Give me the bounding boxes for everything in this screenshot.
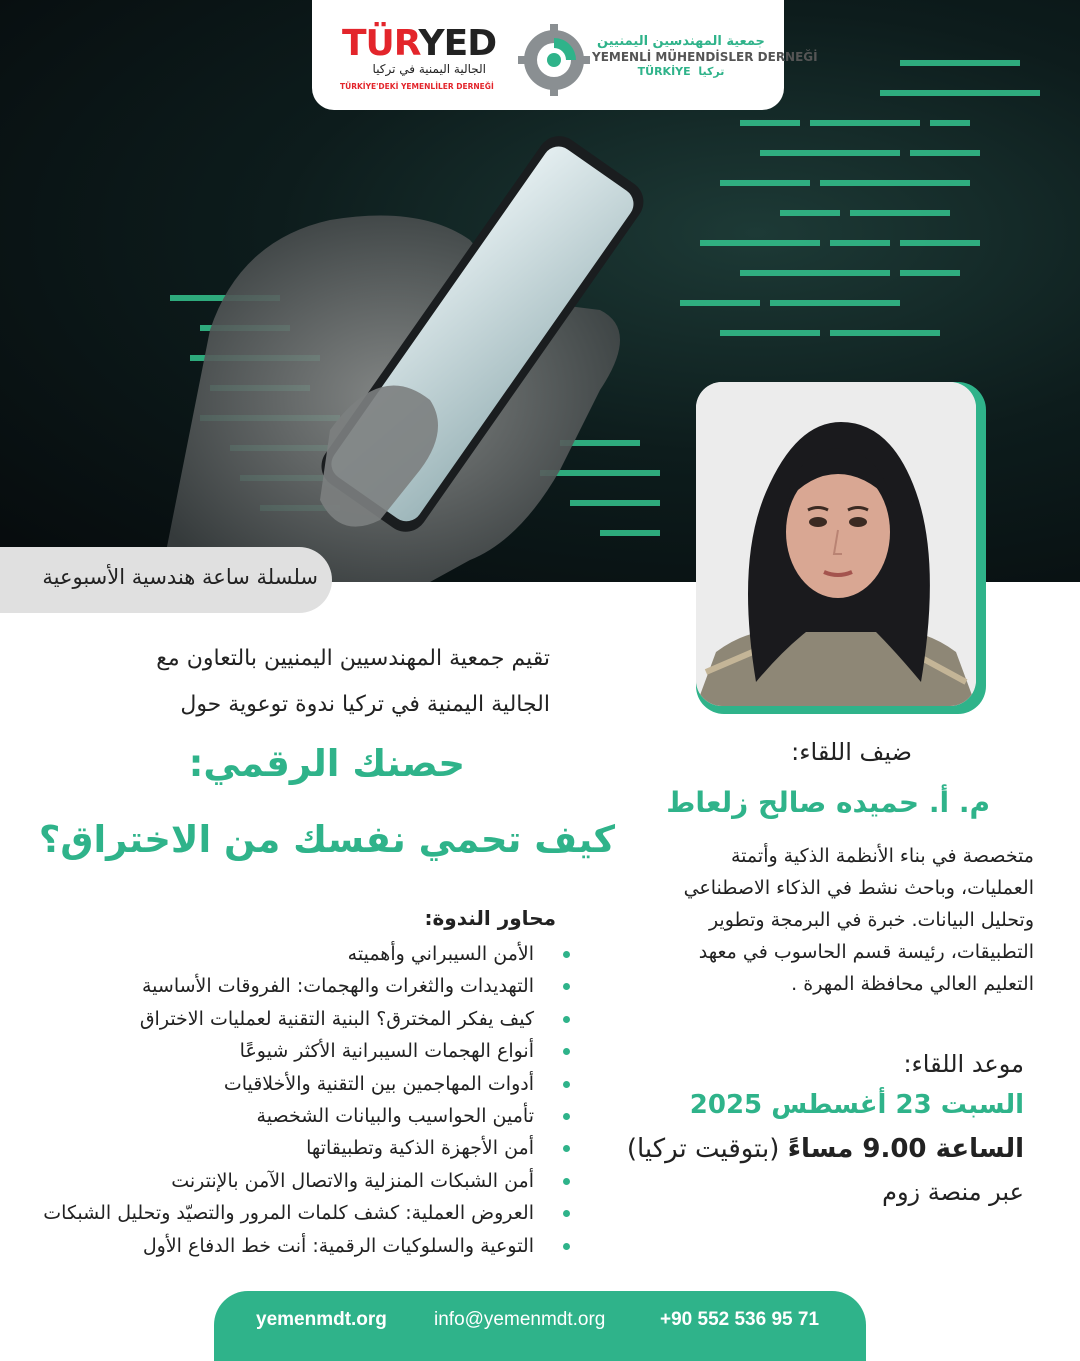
guest-heading: ضيف اللقاء: [791, 738, 912, 766]
ymd-country-tr: TÜRKİYE [637, 65, 691, 78]
list-item [20, 938, 556, 970]
event-time-bold: الساعة 9.00 مساءً [787, 1134, 1024, 1164]
list-item [20, 1035, 556, 1067]
bullet-dot [563, 951, 570, 958]
ymd-country [592, 65, 770, 78]
contact-footer [214, 1291, 866, 1361]
intro-line-1: تقيم جمعية المهندسيين اليمنيين بالتعاون مع [156, 646, 550, 671]
bullet-dot [563, 1243, 570, 1250]
series-badge [0, 547, 332, 613]
email-link[interactable]: info@yemenmdt.org [434, 1309, 606, 1330]
axes-item-text: أمن الشبكات المنزلية والاتصال الآمن بالإنترنت [171, 1169, 534, 1192]
schedule-heading: موعد اللقاء: [903, 1050, 1024, 1078]
guest-bio [640, 840, 1034, 1000]
seminar-title-line-2: كيف تحمي نفسك من الاختراق؟ [38, 818, 615, 861]
axes-item-text: تأمين الحواسيب والبيانات الشخصية [256, 1104, 534, 1127]
list-item [20, 1100, 556, 1132]
bullet-dot [563, 1048, 570, 1055]
list-item [20, 1003, 556, 1035]
phone-link[interactable]: +90 552 536 95 71 [660, 1309, 820, 1330]
turyed-mark-red: TÜR [342, 23, 419, 64]
bullet-dot [563, 1016, 570, 1023]
axes-heading: محاور الندوة: [424, 906, 556, 930]
turyed-arabic-name: الجالية اليمنية في تركيا [372, 62, 486, 76]
website-link[interactable]: yemenmdt.org [256, 1309, 387, 1330]
ymd-turkish-name: YEMENLİ MÜHENDİSLER DERNEĞİ [592, 50, 818, 64]
ymd-logo-text [592, 34, 818, 78]
gear-logo-icon [518, 24, 590, 96]
guest-bio-line: التعليم العالي محافظة المهرة . [791, 973, 1034, 995]
bullet-dot [563, 1178, 570, 1185]
axes-item-text: التهديدات والثغرات والهجمات: الفروقات الأساسية [142, 975, 534, 998]
event-time-note: (بتوقيت تركيا) [626, 1134, 780, 1164]
axes-item-text: العروض العملية: كشف كلمات المرور والتصيّد وتحليل الشبكات [43, 1202, 534, 1225]
list-item [20, 1165, 556, 1197]
event-time [600, 1134, 1024, 1164]
axes-list [20, 938, 556, 1262]
guest-portrait-photo [696, 382, 976, 706]
guest-bio-line: وتحليل البيانات. خبرة في البرمجة وتطوير [708, 909, 1034, 931]
turyed-mark-dark: YED [418, 23, 497, 64]
guest-bio-line: العمليات، وباحث نشط في الذكاء الاصطناعي [683, 877, 1034, 899]
bullet-dot [563, 1081, 570, 1088]
portrait-illustration [696, 382, 976, 706]
guest-bio-line: التطبيقات، رئيسة قسم الحاسوب في معهد [698, 941, 1034, 963]
axes-item-text: أمن الأجهزة الذكية وتطبيقاتها [306, 1137, 534, 1160]
list-item [20, 1230, 556, 1262]
event-date: السبت 23 أغسطس 2025 [689, 1090, 1024, 1120]
seminar-title-line-1: حصنك الرقمي: [188, 742, 465, 785]
list-item [20, 1132, 556, 1164]
turyed-logo [340, 23, 497, 96]
axes-item-text: كيف يفكر المخترق؟ البنية التقنية لعمليات الاختراق [139, 1007, 534, 1030]
axes-item-text: أدوات المهاجمين بين التقنية والأخلاقيات [223, 1072, 534, 1095]
guest-bio-line: متخصصة في بناء الأنظمة الذكية وأتمتة [731, 845, 1034, 867]
bullet-dot [563, 1145, 570, 1152]
bullet-dot [563, 1210, 570, 1217]
ymd-country-ar: تركيا [698, 65, 725, 78]
list-item [20, 970, 556, 1002]
ymd-arabic-name: جمعية المهندسين اليمنيين [597, 34, 765, 49]
intro-line-2: الجالية اليمنية في تركيا ندوة توعوية حول [180, 692, 550, 717]
bullet-dot [563, 1113, 570, 1120]
guest-photo-frame [696, 382, 986, 714]
axes-item-text: الأمن السيبراني وأهميته [347, 943, 534, 965]
list-item [20, 1197, 556, 1229]
axes-item-text: التوعية والسلوكيات الرقمية: أنت خط الدفاع الأول [142, 1234, 534, 1257]
bullet-dot [563, 983, 570, 990]
turyed-turkish-name: TÜRKİYE'DEKİ YEMENLİLER DERNEĞİ [340, 82, 494, 91]
guest-name: م. أ. حميده صالح زلعاط [666, 786, 990, 819]
list-item [20, 1068, 556, 1100]
turyed-wordmark [342, 23, 497, 64]
event-platform: عبر منصة زوم [882, 1178, 1024, 1206]
axes-item-text: أنواع الهجمات السيبرانية الأكثر شيوعًا [239, 1040, 534, 1063]
series-label: سلسلة ساعة هندسية الأسبوعية [42, 565, 318, 589]
